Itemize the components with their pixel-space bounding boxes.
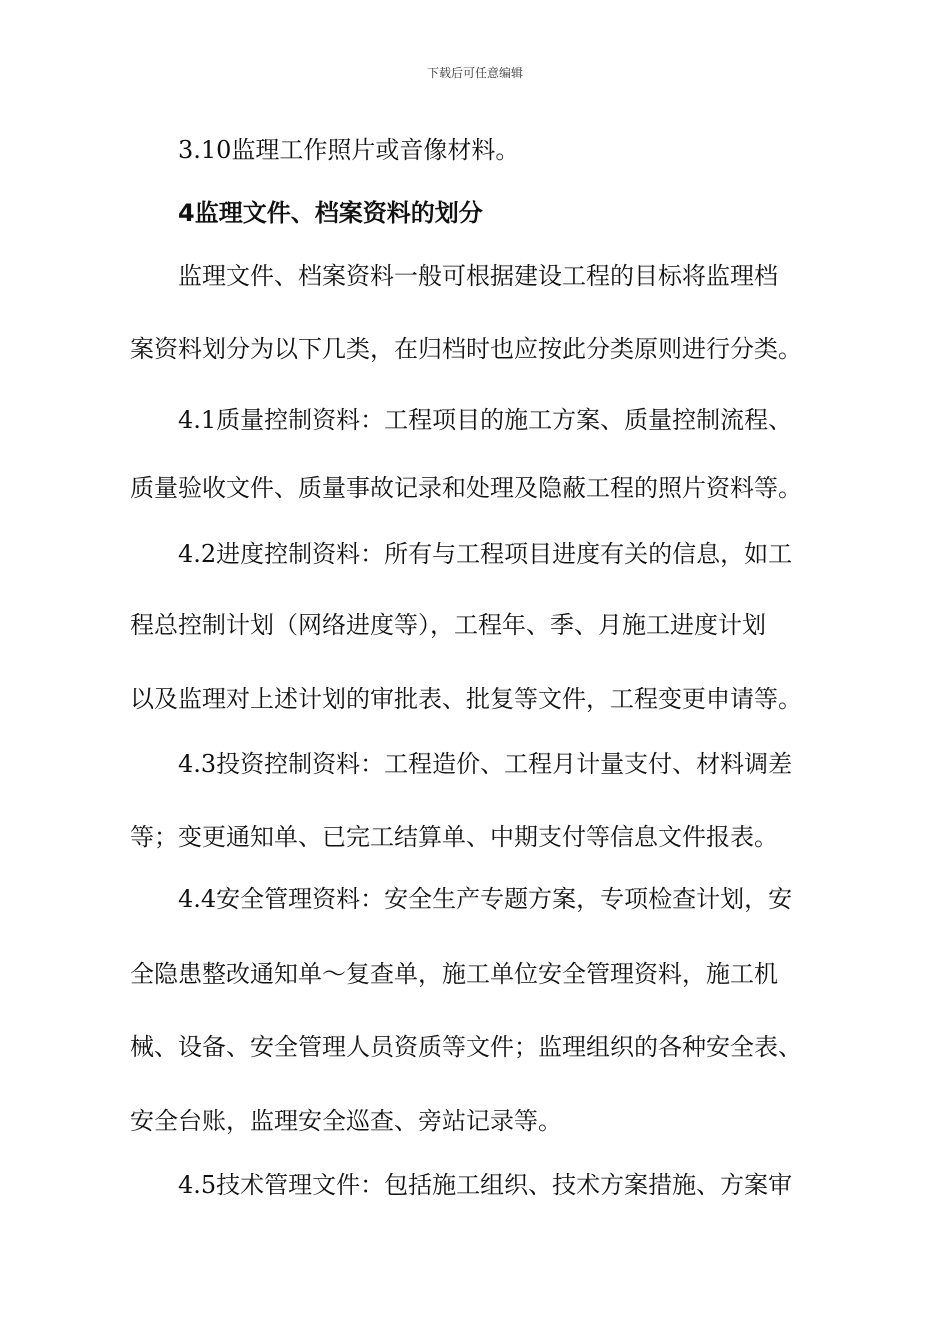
paragraph-line: 全隐患整改通知单～复查单，施工单位安全管理资料，施工机 [130, 960, 778, 988]
paragraph-4-5: 4.5技术管理文件：包括施工组织、技术方案措施、方案审 [178, 1171, 793, 1199]
paragraph-line: 案资料划分为以下几类，在归档时也应按此分类原则进行分类。 [130, 335, 802, 363]
paragraph-line: 安全台账，监理安全巡查、旁站记录等。 [130, 1107, 562, 1135]
paragraph-4-4: 4.4安全管理资料：安全生产专题方案，专项检查计划，安 [178, 885, 793, 913]
paragraph-line: 程总控制计划（网络进度等），工程年、季、月施工进度计划 [130, 611, 766, 639]
paragraph-4-2: 4.2进度控制资料：所有与工程项目进度有关的信息，如工 [178, 540, 793, 568]
paragraph-line: 质量验收文件、质量事故记录和处理及隐蔽工程的照片资料等。 [130, 474, 802, 502]
paragraph-4-1: 4.1质量控制资料：工程项目的施工方案、质量控制流程、 [178, 406, 793, 434]
page-header: 下载后可任意编辑 [426, 66, 523, 80]
section-heading-4: 4监理文件、档案资料的划分 [178, 199, 483, 227]
paragraph-3-10: 3.10监理工作照片或音像材料。 [178, 136, 520, 164]
paragraph-line: 监理文件、档案资料一般可根据建设工程的目标将监理档 [178, 262, 778, 290]
paragraph-line: 以及监理对上述计划的审批表、批复等文件，工程变更申请等。 [130, 685, 802, 713]
paragraph-line: 等；变更通知单、已完工结算单、中期支付等信息文件报表。 [130, 823, 778, 851]
paragraph-4-3: 4.3投资控制资料：工程造价、工程月计量支付、材料调差 [178, 750, 793, 778]
paragraph-line: 械、设备、安全管理人员资质等文件；监理组织的各种安全表、 [130, 1033, 802, 1061]
